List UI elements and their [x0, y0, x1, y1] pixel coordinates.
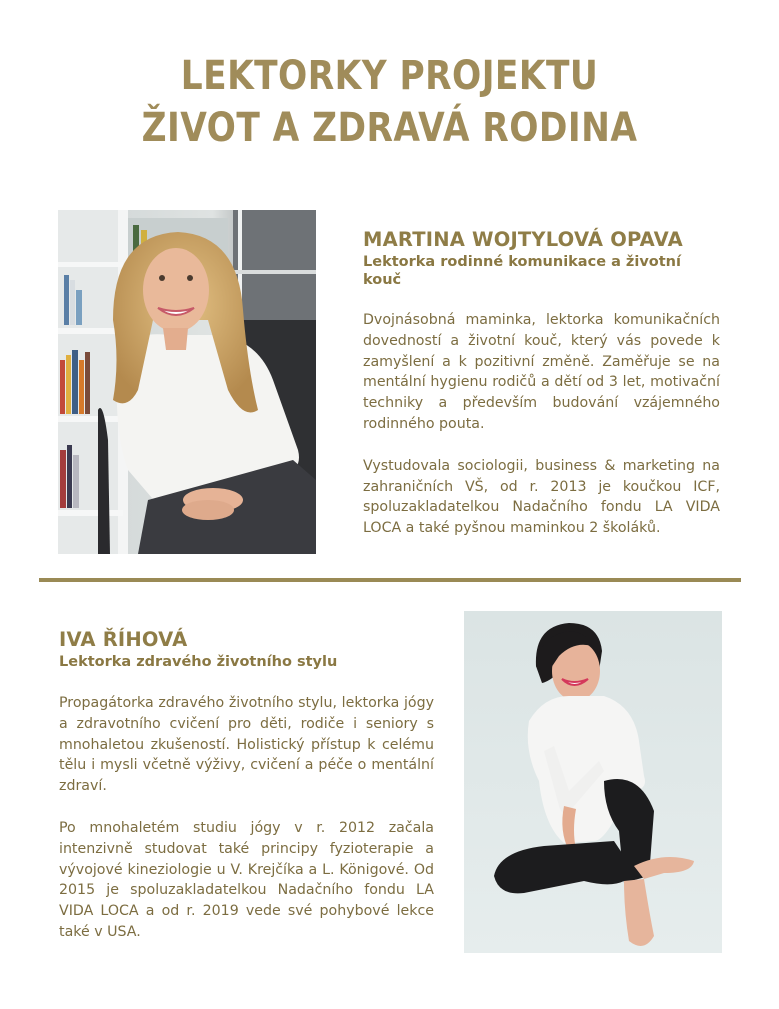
lecturer-card-iva — [59, 629, 434, 943]
lecturer-bio-paragraph: Vystudovala sociologii, business & marketing na zahraničních VŠ, od r. 2013 je koučkou ICF, spoluzakladatelkou Nadačního fondu LA VIDA LOCA a také pyšnou maminkou 2 školáků. — [363, 457, 720, 537]
lecturer-role: Lektorka zdravého životního stylu — [59, 654, 338, 670]
lecturer-bio-paragraph: Propagátorka zdravého životního stylu, lektorka jógy a zdravotního cvičení pro děti, rodiče i seniory s mnohaletou zkušeností. Holistický přístup k celému tělu i mysli včetně výživy, cvičení a péče o mentální zdraví. — [59, 695, 434, 795]
lecturer-name: IVA ŘÍHOVÁ — [59, 628, 188, 651]
lecturer-bio-paragraph: Po mnohaletém studiu jógy v r. 2012 začala intenzivně studovat také principy fyzioterapie a vývojové kineziologie u V. Krejčíka a L. Königové. Od 2015 je spoluzakladatelkou Nadačního fondu LA VIDA LOCA a od r. 2019 vede své pohybové lekce také v USA. — [59, 819, 434, 940]
lecturer-bio-paragraph: Dvojnásobná maminka, lektorka komunikačních dovedností a životní kouč, který vás povede k zamyšlení a k pozitivní změně. Zaměřuje se na mentální hygienu rodičů a dětí od 3 let, motivační techniky a především budování vzájemného rodinného pouta. — [363, 312, 720, 432]
lecturer-role: Lektorka rodinné komunikace a životní kouč — [363, 254, 681, 288]
page-title — [55, 50, 725, 154]
portrait-photo-icon — [464, 611, 722, 953]
portrait-photo-icon — [58, 210, 316, 554]
section-divider — [39, 578, 741, 582]
page-title-line-1: LEKTORKY PROJEKTU — [180, 53, 599, 99]
lecturer-card-martina — [363, 229, 720, 539]
lecturer-name: MARTINA WOJTYLOVÁ OPAVA — [363, 228, 683, 251]
lecturer-photo-martina — [58, 210, 316, 554]
page-title-line-2: ŽIVOT A ZDRAVÁ RODINA — [141, 105, 638, 151]
lecturer-photo-iva — [464, 611, 722, 953]
